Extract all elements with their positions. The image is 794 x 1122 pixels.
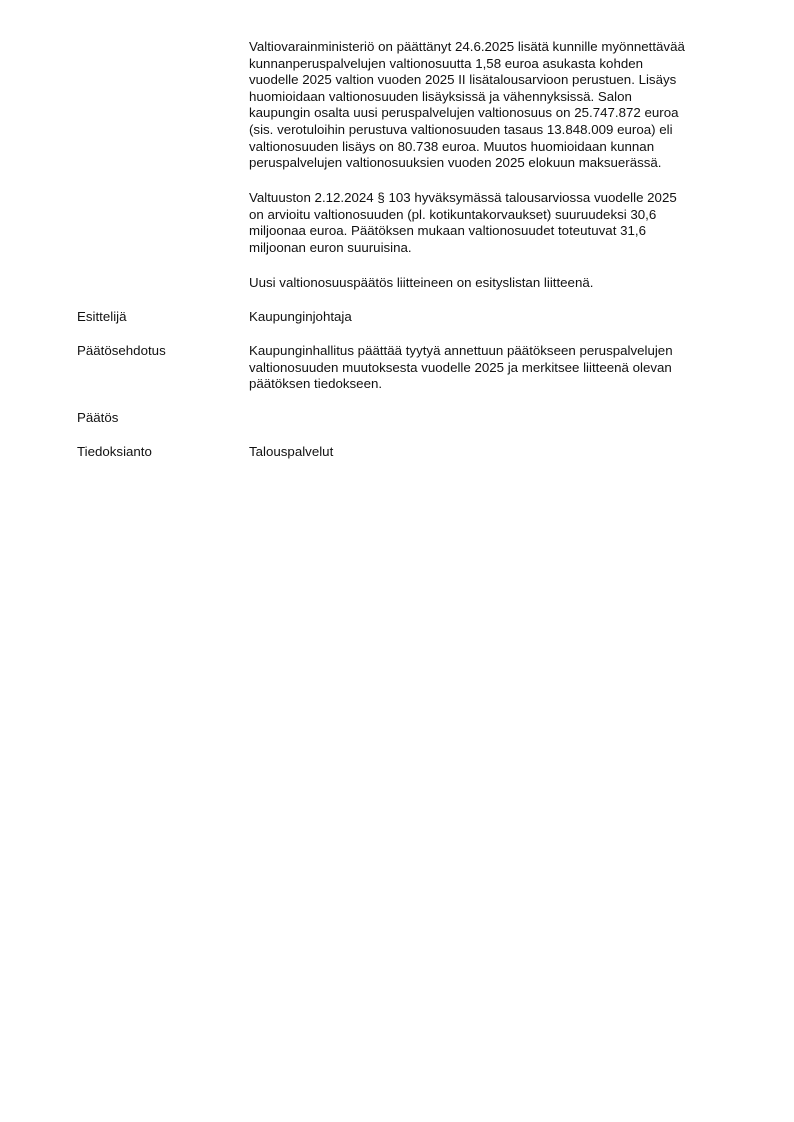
field-label: Päätös	[77, 410, 119, 425]
body-paragraph-2	[249, 190, 733, 256]
field-label: Esittelijä	[77, 309, 127, 324]
body-paragraph-3	[249, 275, 733, 292]
field-value: Talouspalvelut	[249, 444, 334, 459]
field-value: Kaupunginhallitus päättää tyytyä annettuun päätökseen peruspalvelujen valtionosuuden muutoksesta vuodelle 2025 ja merkitsee liitteenä olevan päätöksen tiedokseen.	[249, 343, 673, 392]
paragraph-text: Uusi valtionosuuspäätös liitteineen on esityslistan liitteenä.	[249, 275, 594, 290]
field-label: Päätösehdotus	[77, 343, 166, 358]
paragraph-text: Valtuuston 2.12.2024 § 103 hyväksymässä talousarviossa vuodelle 2025 on arvioitu valtionosuuden (pl. kotikuntakorvaukset) suuruudeksi 30,6 miljoonaa euroa. Päätöksen mukaan valtionosuudet toteutuvat 31,6 miljoonan euron suuruisina.	[249, 190, 677, 255]
field-label: Tiedoksianto	[77, 444, 152, 459]
field-value: Kaupunginjohtaja	[249, 309, 352, 324]
body-paragraph-1	[249, 39, 733, 172]
paragraph-text: Valtiovarainministeriö on päättänyt 24.6.2025 lisätä kunnille myönnettävää kunnanperuspalvelujen valtionosuutta 1,58 euroa asukasta kohden vuodelle 2025 valtion vuoden 2025 II lisätalousarvioon perustuen. Lisäys huomioidaan valtionosuuden lisäyksissä ja vähennyksissä. Salon kaupungin osalta uusi peruspalvelujen valtionosuus on 25.747.872 euroa (sis. verotuloihin perustuva valtionosuuden tasaus 13.848.009 euroa) eli valtionosuuden lisäys on 80.738 euroa. Muutos huomioidaan kunnan peruspalvelujen valtionosuuksien vuoden 2025 elokuun maksuerässä.	[249, 39, 685, 171]
